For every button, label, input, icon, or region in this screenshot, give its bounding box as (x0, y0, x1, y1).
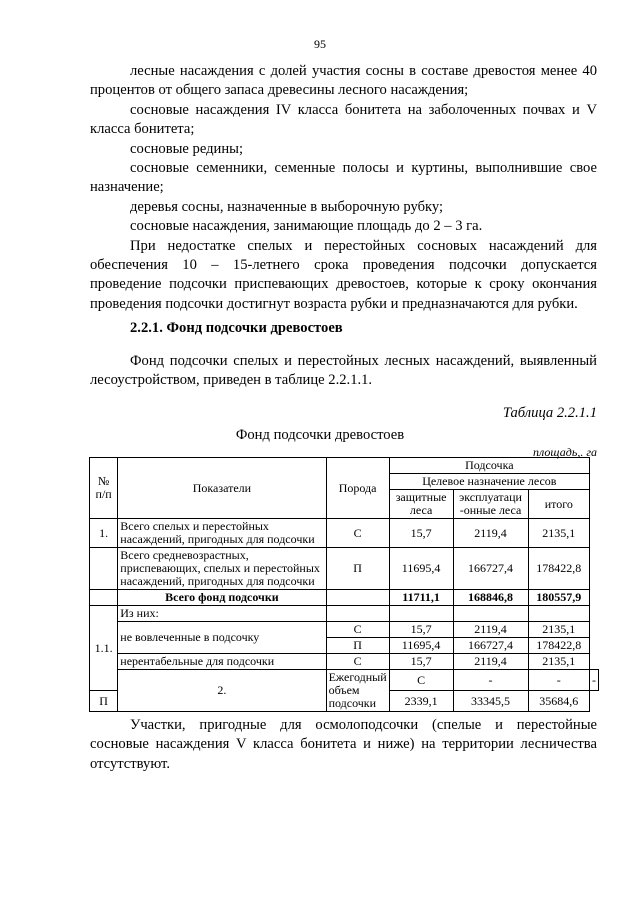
table-header-row (90, 458, 599, 474)
section-intro (90, 352, 597, 391)
row-species (326, 606, 389, 622)
row-protective: 11695,4 (389, 548, 453, 590)
row-operational: 166727,4 (453, 638, 528, 654)
paragraph: сосновые насаждения, занимающие площадь до 2 – 3 га. (130, 218, 483, 235)
header-total: итого (528, 490, 589, 519)
row-operational: 166727,4 (453, 548, 528, 590)
row-label: не вовлеченные в подсочку (118, 622, 326, 654)
row-operational: 2119,4 (453, 622, 528, 638)
row-species: П (326, 548, 389, 590)
row-species: П (326, 638, 389, 654)
paragraph: деревья сосны, назначенные в выборочную рубку; (130, 198, 444, 215)
page-number: 95 (314, 37, 326, 51)
row-label: Всего спелых и перестойных насаждений, пригодных для подсочки (118, 519, 326, 548)
row-species: С (326, 622, 389, 638)
row-total: 2135,1 (528, 519, 589, 548)
row-protective (389, 606, 453, 622)
row-total: 2135,1 (528, 622, 589, 638)
row-total: 2135,1 (528, 654, 589, 670)
closing-text (90, 716, 597, 774)
intro-paragraph: Фонд подсочки спелых и перестойных лесных насаждений, выявленный лесоустройством, приведен в таблице 2.2.1.1. (90, 353, 597, 389)
table-row (90, 606, 599, 622)
row-num (90, 590, 118, 606)
row-operational (453, 606, 528, 622)
row-total: 35684,6 (528, 691, 589, 712)
row-total (528, 606, 589, 622)
row-label: Всего фонд подсочки (118, 590, 326, 606)
row-label: Из них: (118, 606, 326, 622)
row-total: - (590, 670, 599, 691)
row-label: нерентабельные для подсочки (118, 654, 326, 670)
row-protective: 15,7 (389, 519, 453, 548)
header-purpose: Целевое назначение лесов (389, 474, 589, 490)
row-species (326, 590, 389, 606)
row-total: 180557,9 (528, 590, 589, 606)
row-protective: 15,7 (389, 654, 453, 670)
data-table (89, 457, 599, 712)
closing-paragraph: Участки, пригодные для осмолоподсочки (спелые и перестойные сосновые насаждения V класса бонитета и ниже) на территории лесничества отсутствуют. (90, 717, 597, 772)
header-num: № п/п (90, 458, 118, 519)
paragraph: лесные насаждения с долей участия сосны в составе древостоя менее 40 процентов от общего запаса древесины лесного насаждения; (90, 63, 597, 99)
row-label: Ежегодный объем подсочки (326, 670, 389, 712)
header-protective: защитные леса (389, 490, 453, 519)
table-row (90, 519, 599, 548)
paragraph: сосновые редины; (130, 140, 244, 157)
row-label: Всего средневозрастных, приспевающих, спелых и перестойных насаждений, пригодных для подсочки (118, 548, 326, 590)
row-species: С (326, 654, 389, 670)
row-protective: 15,7 (389, 622, 453, 638)
table-row-total (90, 590, 599, 606)
row-species: С (326, 519, 389, 548)
row-species: П (90, 691, 118, 712)
row-protective: 2339,1 (389, 691, 453, 712)
row-total: 178422,8 (528, 638, 589, 654)
table-caption: Таблица 2.2.1.1 (502, 405, 597, 421)
row-operational: 168846,8 (453, 590, 528, 606)
row-total: 178422,8 (528, 548, 589, 590)
row-operational: 33345,5 (453, 691, 528, 712)
header-operational: эксплуатаци -онные леса (453, 490, 528, 519)
header-species: Порода (326, 458, 389, 519)
table-row (90, 670, 599, 691)
row-num: 1.1. (90, 606, 118, 691)
row-num: 1. (90, 519, 118, 548)
header-indicators: Показатели (118, 458, 326, 519)
row-protective: - (453, 670, 528, 691)
row-protective: 11695,4 (389, 638, 453, 654)
body-text (90, 62, 597, 314)
header-tapping: Подсочка (389, 458, 589, 474)
table-row (90, 654, 599, 670)
row-protective: 11711,1 (389, 590, 453, 606)
row-num (90, 548, 118, 590)
paragraph: При недостатке спелых и перестойных сосновых насаждений для обеспечения 10 – 15-летнего срока проведения подсочки допускается проведение подсочки приспевающих древостоев, которые к сроку окончания проведения подсочки достигнут возраста рубки и предназначаются для рубки. (90, 237, 597, 312)
section-heading: 2.2.1. Фонд подсочки древостоев (130, 320, 343, 336)
row-species: С (389, 670, 453, 691)
table-unit: площадь,. га (533, 445, 597, 459)
row-operational: 2119,4 (453, 519, 528, 548)
paragraph: сосновые насаждения IV класса бонитета на заболоченных почвах и V класса бонитета; (90, 101, 597, 138)
row-operational: - (528, 670, 589, 691)
row-operational: 2119,4 (453, 654, 528, 670)
paragraph: сосновые семенники, семенные полосы и куртины, выполнившие свое назначение; (90, 160, 597, 196)
row-num: 2. (118, 670, 326, 712)
table-title: Фонд подсочки древостоев (235, 427, 405, 443)
table-row (90, 622, 599, 638)
table-row (90, 548, 599, 590)
